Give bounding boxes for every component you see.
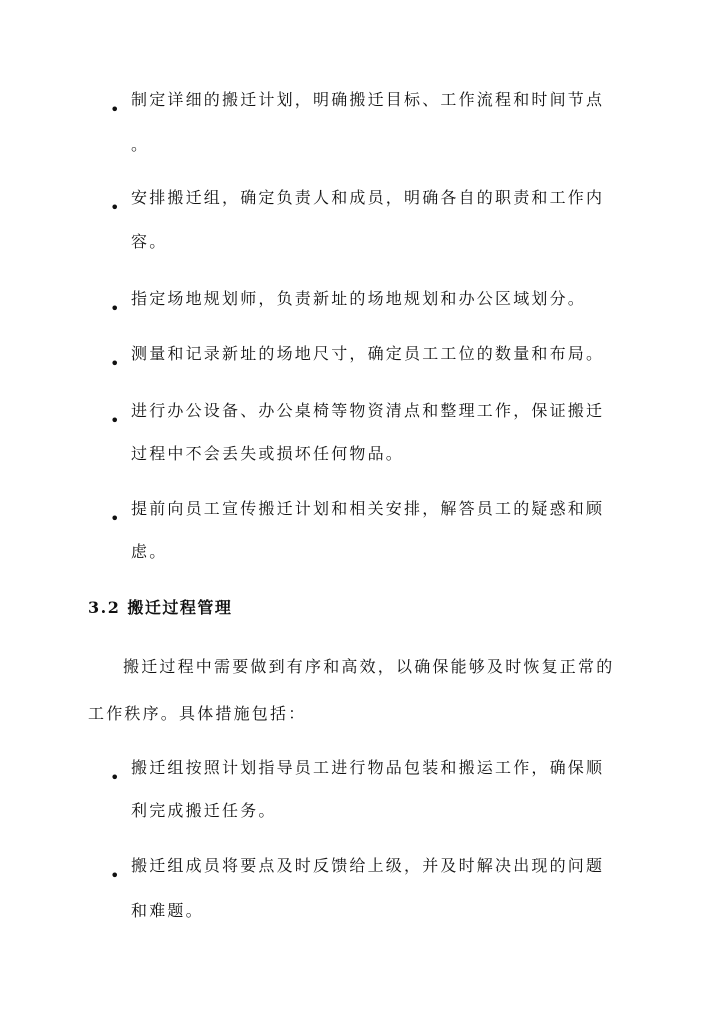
list-item-text: 搬迁组成员将要点及时反馈给上级，并及时解决出现的问题: [131, 856, 605, 875]
bullet-marker: •: [110, 354, 120, 373]
list-item-text: 测量和记录新址的场地尺寸，确定员工工位的数量和布局。: [131, 344, 605, 363]
list-item-text: 提前向员工宣传搬迁计划和相关安排，解答员工的疑惑和顾: [131, 499, 605, 518]
list-item-text: 。: [131, 135, 150, 154]
bullet-marker: •: [110, 299, 120, 318]
paragraph-line: 工作秩序。具体措施包括：: [88, 704, 307, 723]
list-item-text: 过程中不会丢失或损坏任何物品。: [131, 444, 405, 463]
list-item-text: 搬迁组按照计划指导员工进行物品包装和搬运工作，确保顺: [131, 758, 605, 777]
bullet-marker: •: [110, 866, 120, 885]
list-item-text: 利完成搬迁任务。: [131, 801, 277, 820]
list-item-text: 虑。: [131, 542, 168, 561]
bullet-marker: •: [110, 411, 120, 430]
list-item-text: 指定场地规划师，负责新址的场地规划和办公区域划分。: [131, 289, 587, 308]
list-item-text: 进行办公设备、办公桌椅等物资清点和整理工作，保证搬迁: [131, 401, 605, 420]
bullet-marker: •: [110, 100, 120, 119]
list-item-text: 容。: [131, 232, 168, 251]
bullet-marker: •: [110, 768, 120, 787]
list-item-text: 制定详细的搬迁计划，明确搬迁目标、工作流程和时间节点: [131, 90, 605, 109]
bullet-marker: •: [110, 198, 120, 217]
section-heading: 3.2 搬迁过程管理: [88, 598, 233, 617]
list-item-text: 安排搬迁组，确定负责人和成员，明确各自的职责和工作内: [131, 188, 605, 207]
bullet-marker: •: [110, 509, 120, 528]
paragraph-line: 搬迁过程中需要做到有序和高效，以确保能够及时恢复正常的: [123, 657, 615, 676]
list-item-text: 和难题。: [131, 901, 204, 920]
